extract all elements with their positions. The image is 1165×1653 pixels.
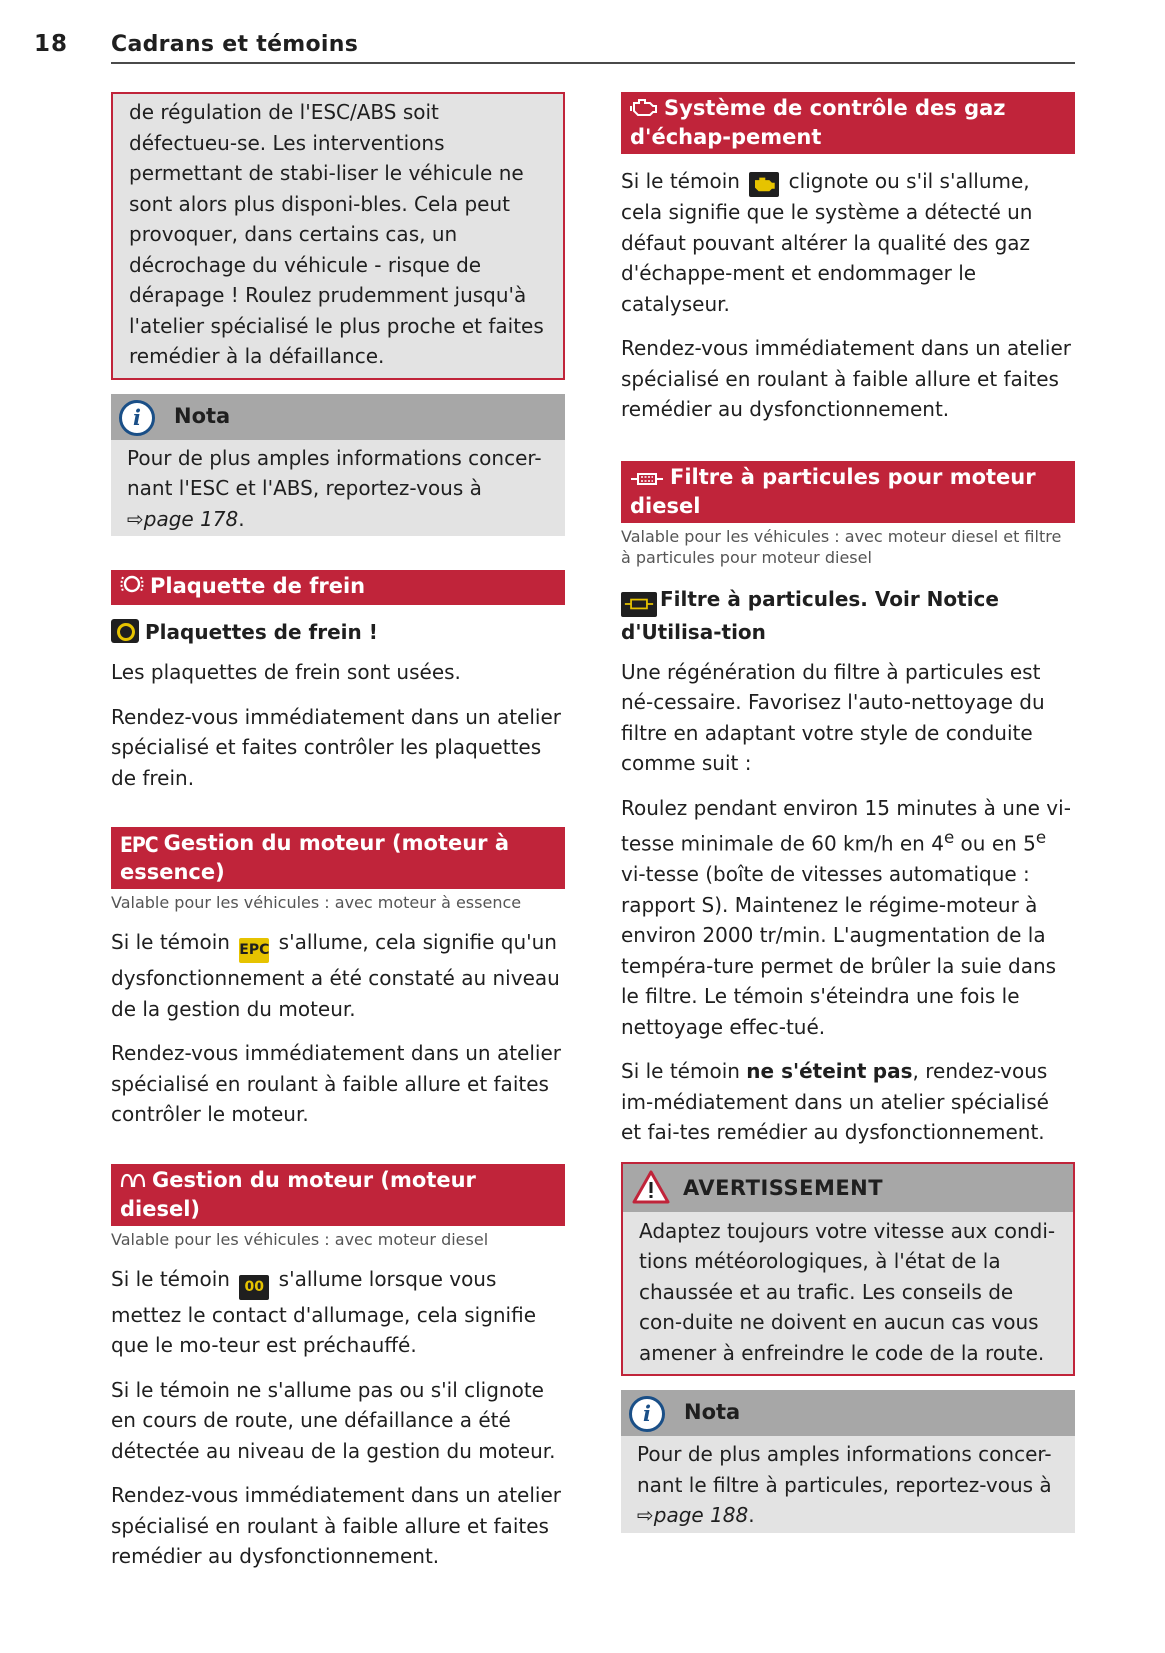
section-header-exhaust: Système de contrôle des gaz d'échap-pement	[621, 92, 1075, 154]
nota-box-filter	[621, 1390, 1075, 1533]
diesel-paragraph-1: Si le témoin 00 s'allume lorsque vous mettez le contact d'allumage, cela signifie que le mo-teur est préchauffé.	[111, 1266, 537, 1357]
exhaust-paragraph-2: Rendez-vous immédiatement dans un atelier spécialisé en roulant à faible allure et faites remédier au dysfonctionnement.	[621, 336, 1071, 421]
header-rule	[111, 62, 1075, 64]
section-header-brake: Plaquette de frein	[111, 570, 565, 605]
warning-box	[621, 1162, 1075, 1377]
epc-paragraph-1: Si le témoin EPC s'allume, cela signifie qu'un dysfonctionnement a été constaté au niveau de la gestion du moteur.	[111, 930, 560, 1021]
brake-warning-lamp-icon	[111, 619, 139, 643]
warning-continuation-text: de régulation de l'ESC/ABS soit défectueu-se. Les interventions permettant de stabi-liser le véhicule ne sont alors plus disponi-bles. Cela peut provoquer, dans certains cas, un décrochage du véhicule - risque de dérapage ! Roulez prudemment jusqu'à l'atelier spécialisé le plus proche et faites remédier à la défaillance.	[129, 100, 544, 368]
dpf-applies: Valable pour les véhicules : avec moteur diesel et filtre à particules pour moteur diesel	[621, 526, 1062, 567]
brake-paragraph-2: Rendez-vous immédiatement dans un atelier spécialisé et faites contrôler les plaquettes de frein.	[111, 704, 561, 790]
nota-body	[111, 440, 565, 537]
section-header-epc: EPC Gestion du moteur (moteur à essence)	[111, 827, 565, 889]
particle-filter-icon	[630, 466, 664, 493]
nota-body	[621, 1436, 1075, 1533]
info-icon: i	[119, 400, 155, 436]
warning-continuation-box	[111, 92, 565, 380]
warning-body	[623, 1212, 1073, 1375]
info-icon: i	[629, 1396, 665, 1432]
nota-text: Pour de plus amples informations concer-nant l'ESC et l'ABS, reportez-vous à ⇨page 178.	[127, 445, 542, 531]
section-title: Cadrans et témoins	[111, 32, 359, 57]
brake-pad-icon	[120, 573, 144, 602]
arrow-ref-icon: ⇨	[127, 506, 144, 531]
glow-plug-icon	[120, 1169, 146, 1196]
glow-plug-lamp-icon: 00	[239, 1275, 269, 1300]
warning-triangle-icon	[631, 1169, 671, 1205]
epc-lamp-icon: EPC	[239, 938, 269, 963]
diesel-paragraph-2: Si le témoin ne s'allume pas ou s'il clignote en cours de route, une défaillance a été détectée au niveau de la gestion du moteur.	[111, 1377, 556, 1463]
section-header-dpf: Filtre à particules pour moteur diesel	[621, 461, 1075, 523]
diesel-paragraph-3: Rendez-vous immédiatement dans un atelier spécialisé en roulant à faible allure et faites remédier au dysfonctionnement.	[111, 1483, 561, 1568]
engine-icon	[630, 97, 658, 124]
nota-title: Nota	[684, 1400, 741, 1425]
page-header	[34, 28, 1075, 64]
nota-header	[111, 394, 565, 440]
right-column	[621, 92, 1075, 1533]
nota-text: Pour de plus amples informations concer-nant le filtre à particules, reportez-vous à ⇨page 188.	[637, 1442, 1052, 1528]
epc-icon: EPC	[120, 833, 158, 857]
brake-paragraph-1: Les plaquettes de frein sont usées.	[111, 660, 461, 684]
nota-box-esc	[111, 394, 565, 537]
diesel-applies: Valable pour les véhicules : avec moteur diesel	[111, 1229, 489, 1249]
brake-subheading: Plaquettes de frein !	[111, 617, 565, 647]
exhaust-paragraph-1: Si le témoin clignote ou s'il s'allume, cela signifie que le système a détecté un défaut pouvant altérer la qualité des gaz d'échappe-ment et endommager le catalyseur.	[621, 169, 1033, 316]
nota-title: Nota	[174, 403, 231, 428]
warning-header	[623, 1164, 1073, 1212]
warning-title: AVERTISSEMENT	[683, 1175, 884, 1200]
engine-lamp-icon	[749, 172, 779, 197]
dpf-subheading: Filtre à particules. Voir Notice d'Utilisa-tion	[621, 586, 999, 644]
section-header-diesel: Gestion du moteur (moteur diesel)	[111, 1164, 565, 1226]
dpf-paragraph-1: Une régénération du filtre à particules est né-cessaire. Favorisez l'auto-nettoyage du filtre en adaptant votre style de conduite comme suit :	[621, 659, 1045, 775]
dpf-paragraph-3: Si le témoin ne s'éteint pas, rendez-vous im-médiatement dans un atelier spécialisé et fai-tes remédier au dysfonctionnement.	[621, 1059, 1049, 1145]
dpf-paragraph-2: Roulez pendant environ 15 minutes à une vi-tesse minimale de 60 km/h en 4e ou en 5e vi-tesse (boîte de vitesses automatique : rapport S). Maintenez le régime-moteur à environ 2000 tr/min. L'augmentation de la tempéra-ture permet de brûler la suie dans le filtre. Le témoin s'éteindra une fois le nettoyage effec-tué.	[621, 795, 1071, 1039]
page-number: 18	[34, 31, 69, 57]
page-ref-link[interactable]: page 188	[653, 1503, 749, 1528]
epc-paragraph-2: Rendez-vous immédiatement dans un atelier spécialisé en roulant à faible allure et faites contrôler le moteur.	[111, 1041, 561, 1126]
nota-header	[621, 1390, 1075, 1436]
particle-filter-lamp-icon	[621, 592, 657, 617]
page-ref-link[interactable]: page 178	[143, 506, 239, 531]
arrow-ref-icon: ⇨	[637, 1503, 654, 1528]
epc-applies: Valable pour les véhicules : avec moteur à essence	[111, 893, 522, 912]
warning-text: Adaptez toujours votre vitesse aux condi-tions météorologiques, à l'état de la chaussée et au trafic. Les conseils de con-duite ne doivent en aucun cas vous amener à enfreindre le code de la route.	[639, 1218, 1056, 1365]
left-column	[111, 92, 565, 1586]
